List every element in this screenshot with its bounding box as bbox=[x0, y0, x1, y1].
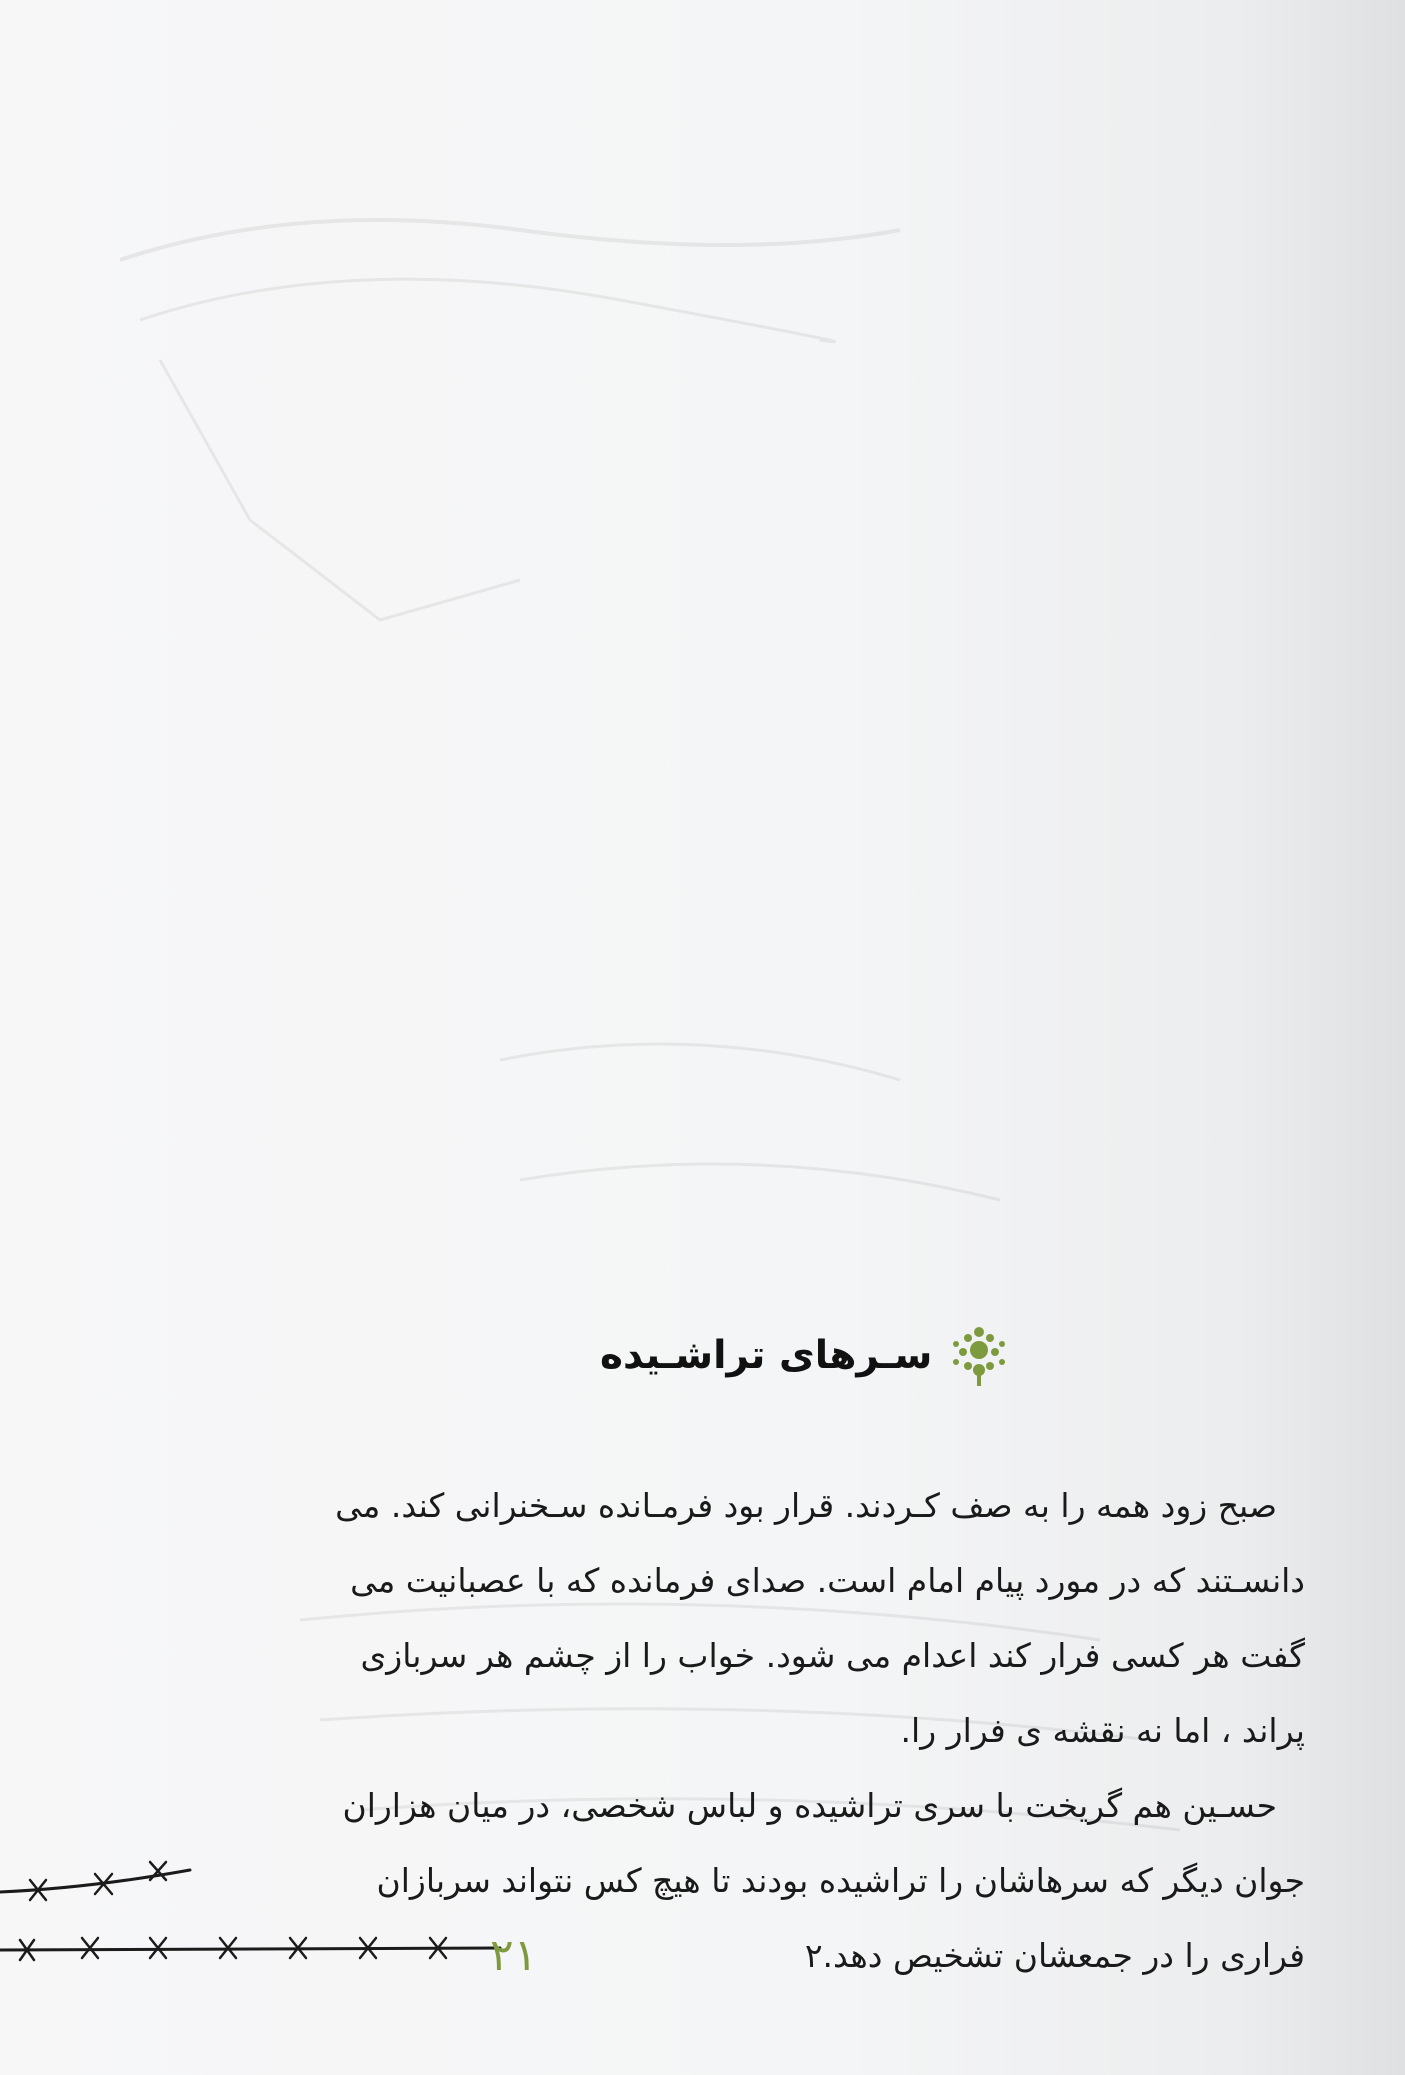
barbed-wire-icon bbox=[0, 1840, 560, 1970]
paragraph-1: صبح زود همه را به صف کـردند. قرار بود فرمـانده سـخنرانی کند. می دانسـتند که در مورد پیام امام است. صدای فرمانده که با عصبانیت می گفت هر کسی فرار کند اعدام می شود. خواب را از چشم هر سربازی پراند ، اما نه نقشه ی فرار را. bbox=[335, 1486, 1305, 1750]
page-number: ۲۱ bbox=[490, 1930, 538, 1981]
chapter-title: سـرهای تراشـیده bbox=[600, 1332, 933, 1378]
paragraph-2: حسـین هم گریخت با سری تراشیده و لباس شخصی، در میان هزاران جوان دیگر که سرهاشان را تراشیده بودند تا هیچ کس نتواند سربازان فراری را در جمعشان تشخیص دهد.۲ bbox=[342, 1786, 1305, 1975]
flower-ornament-icon bbox=[946, 1320, 1012, 1390]
chapter-heading bbox=[600, 1315, 1300, 1395]
